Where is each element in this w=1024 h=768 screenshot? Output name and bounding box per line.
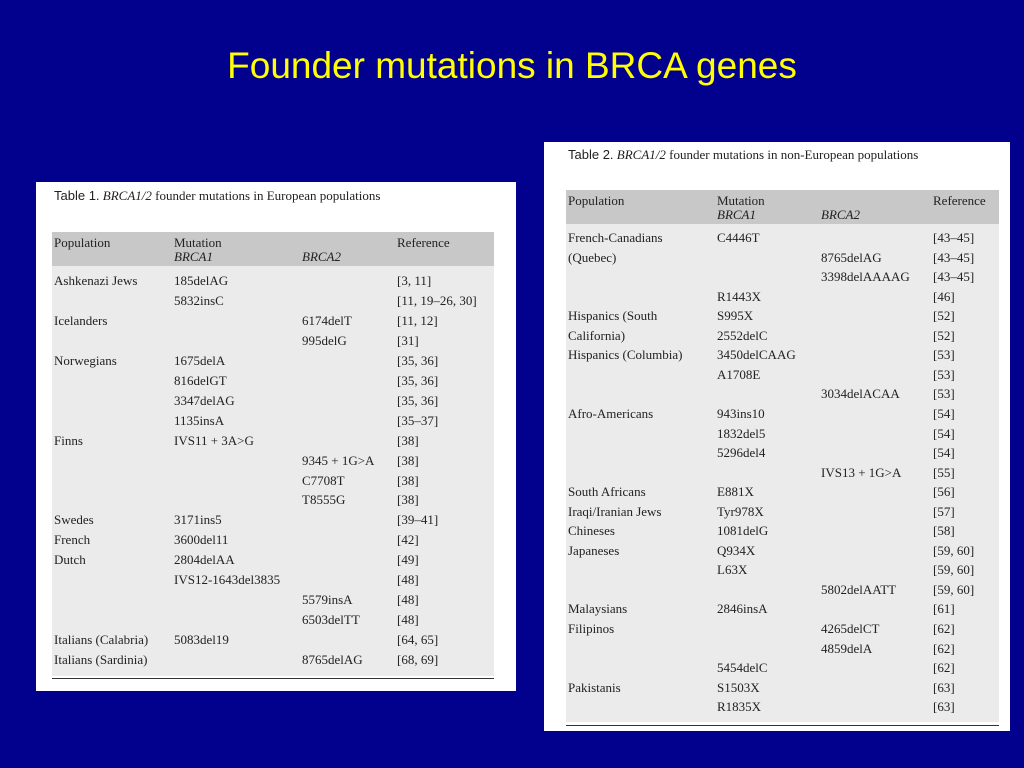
cell-brca1: 1135insA	[174, 412, 225, 428]
table-1-header	[52, 232, 494, 266]
cell-population: Pakistanis	[568, 679, 621, 695]
cell-reference: [58]	[933, 523, 955, 539]
cell-reference: [52]	[933, 308, 955, 324]
table-1-header-population: Population	[54, 235, 111, 250]
table-1-header-mutation: Mutation	[174, 235, 222, 250]
table-2-image	[544, 142, 1010, 731]
cell-brca1: 5454delC	[717, 660, 768, 676]
cell-brca2: 9345 + 1G>A	[302, 452, 375, 468]
cell-population: Finns	[54, 432, 83, 448]
cell-brca2: 5579insA	[302, 592, 353, 608]
table-1-header-reference: Reference	[397, 235, 450, 250]
cell-brca1: 3600del11	[174, 532, 229, 548]
cell-brca1: S1503X	[717, 679, 760, 695]
cell-population: Norwegians	[54, 352, 117, 368]
cell-brca1: 943ins10	[717, 405, 765, 421]
cell-population: Afro-Americans	[568, 405, 654, 421]
table-2-header-reference: Reference	[933, 193, 986, 208]
cell-population: (Quebec)	[568, 249, 617, 265]
cell-population: Hispanics (Columbia)	[568, 347, 683, 363]
cell-reference: [35–37]	[397, 412, 439, 428]
table-1-header-brca1: BRCA1	[174, 249, 213, 264]
cell-reference: [31]	[397, 332, 419, 348]
cell-population: Italians (Calabria)	[54, 632, 149, 648]
cell-brca1: 5083del19	[174, 632, 229, 648]
cell-reference: [38]	[397, 452, 419, 468]
cell-brca1: E881X	[717, 484, 754, 500]
cell-reference: [53]	[933, 386, 955, 402]
cell-brca2: 4859delA	[821, 640, 873, 656]
table-2-caption-gene: BRCA1/2	[616, 147, 666, 162]
cell-reference: [63]	[933, 679, 955, 695]
cell-reference: [49]	[397, 552, 419, 568]
cell-brca1: 816delGT	[174, 372, 227, 388]
cell-brca1: 1675delA	[174, 352, 226, 368]
cell-brca2: C7708T	[302, 472, 345, 488]
cell-brca1: Tyr978X	[717, 503, 764, 519]
cell-brca2: 3034delACAA	[821, 386, 900, 402]
cell-reference: [35, 36]	[397, 372, 439, 388]
table-2-header	[566, 190, 999, 224]
cell-brca1: 3171ins5	[174, 512, 222, 528]
cell-population: Ashkenazi Jews	[54, 273, 138, 288]
cell-reference: [56]	[933, 484, 955, 500]
cell-reference: [39–41]	[397, 512, 439, 528]
cell-reference: [54]	[933, 425, 955, 441]
cell-reference: [48]	[397, 612, 419, 628]
cell-reference: [54]	[933, 405, 955, 421]
cell-reference: [68, 69]	[397, 652, 439, 668]
cell-brca1: L63X	[717, 562, 748, 578]
cell-brca2: 8765delAG	[302, 652, 363, 668]
cell-population: Icelanders	[54, 312, 108, 328]
table-1-caption	[54, 188, 380, 204]
cell-brca1: IVS11 + 3A>G	[174, 432, 254, 448]
cell-reference: [42]	[397, 532, 419, 548]
cell-brca2: 5802delAATT	[821, 581, 897, 597]
table-1-bottom-rule	[52, 678, 494, 679]
cell-population: Dutch	[54, 552, 86, 568]
cell-brca1: 2552delC	[717, 327, 768, 343]
table-2-number: Table 2.	[568, 147, 614, 162]
cell-population: Iraqi/Iranian Jews	[568, 503, 662, 519]
cell-population: Swedes	[54, 512, 94, 528]
cell-reference: [62]	[933, 660, 955, 676]
table-2-bottom-rule	[566, 725, 999, 726]
cell-reference: [3, 11]	[397, 273, 432, 288]
cell-brca1: 2804delAA	[174, 552, 235, 568]
cell-reference: [35, 36]	[397, 392, 439, 408]
cell-reference: [55]	[933, 464, 955, 480]
cell-brca2: 995delG	[302, 332, 347, 348]
table-1-body	[52, 266, 494, 676]
cell-brca1: 1832del5	[717, 425, 766, 441]
cell-population: California)	[568, 327, 626, 343]
cell-brca1: 5296del4	[717, 445, 766, 461]
cell-reference: [38]	[397, 472, 419, 488]
cell-reference: [53]	[933, 366, 955, 382]
cell-population: Japaneses	[568, 542, 620, 558]
table-2-caption	[568, 147, 918, 163]
table-2-header-population: Population	[568, 193, 625, 208]
table-2-caption-text: founder mutations in non-European populations	[665, 147, 919, 162]
cell-reference: [62]	[933, 621, 955, 636]
cell-reference: [43–45]	[933, 269, 975, 285]
cell-brca1: 5832insC	[174, 292, 224, 308]
cell-brca1: R1443X	[717, 288, 762, 304]
cell-reference: [43–45]	[933, 230, 975, 245]
cell-brca2: 6503delTT	[302, 612, 360, 628]
cell-population: Italians (Sardinia)	[54, 652, 148, 668]
cell-reference: [11, 19–26, 30]	[397, 292, 477, 308]
cell-reference: [46]	[933, 288, 955, 304]
cell-reference: [38]	[397, 432, 419, 448]
cell-reference: [64, 65]	[397, 632, 439, 648]
cell-brca1: IVS12-1643del3835	[174, 572, 281, 588]
cell-brca2: IVS13 + 1G>A	[821, 464, 902, 480]
cell-brca2: 3398delAAAAG	[821, 269, 910, 285]
cell-reference: [11, 12]	[397, 312, 438, 328]
cell-population: South Africans	[568, 484, 646, 500]
table-1-number: Table 1.	[54, 188, 100, 203]
cell-population: French	[54, 532, 91, 548]
cell-brca1: 1081delG	[717, 523, 769, 539]
cell-brca1: S995X	[717, 308, 754, 324]
cell-brca1: 3347delAG	[174, 392, 235, 408]
table-1-image	[36, 182, 516, 691]
cell-reference: [59, 60]	[933, 542, 975, 558]
cell-brca2: 8765delAG	[821, 249, 882, 265]
cell-reference: [62]	[933, 640, 955, 656]
table-1-caption-gene: BRCA1/2	[102, 188, 152, 203]
table-2-header-mutation: Mutation	[717, 193, 765, 208]
slide-title: Founder mutations in BRCA genes	[227, 45, 797, 86]
cell-reference: [57]	[933, 503, 955, 519]
cell-brca2: T8555G	[302, 492, 346, 508]
cell-reference: [48]	[397, 592, 419, 608]
cell-brca2: 4265delCT	[821, 621, 880, 636]
cell-population: French-Canadians	[568, 230, 663, 245]
cell-reference: [61]	[933, 601, 955, 617]
cell-reference: [48]	[397, 572, 419, 588]
cell-population: Malaysians	[568, 601, 628, 617]
cell-reference: [38]	[397, 492, 419, 508]
cell-brca1: C4446T	[717, 230, 760, 245]
cell-population: Chineses	[568, 523, 615, 539]
cell-brca1: 185delAG	[174, 273, 229, 288]
cell-brca1: 3450delCAAG	[717, 347, 796, 363]
cell-brca1: Q934X	[717, 542, 756, 558]
cell-reference: [35, 36]	[397, 352, 439, 368]
cell-reference: [52]	[933, 327, 955, 343]
table-1-caption-text: founder mutations in European populations	[151, 188, 381, 203]
cell-brca1: A1708E	[717, 366, 761, 382]
cell-reference: [43–45]	[933, 249, 975, 265]
table-2-header-brca1: BRCA1	[717, 207, 756, 222]
table-1-footnote-cutoff	[52, 685, 494, 691]
cell-population: Filipinos	[568, 621, 615, 636]
cell-brca2: 6174delT	[302, 312, 352, 328]
table-2-body	[566, 224, 999, 722]
table-1-header-brca2: BRCA2	[302, 249, 341, 264]
cell-brca1: 2846insA	[717, 601, 768, 617]
table-2-header-brca2: BRCA2	[821, 207, 860, 222]
cell-reference: [59, 60]	[933, 562, 975, 578]
cell-population: Hispanics (South	[568, 308, 658, 324]
cell-brca1: R1835X	[717, 699, 762, 715]
cell-reference: [59, 60]	[933, 581, 975, 597]
cell-reference: [63]	[933, 699, 955, 715]
cell-reference: [54]	[933, 445, 955, 461]
cell-reference: [53]	[933, 347, 955, 363]
